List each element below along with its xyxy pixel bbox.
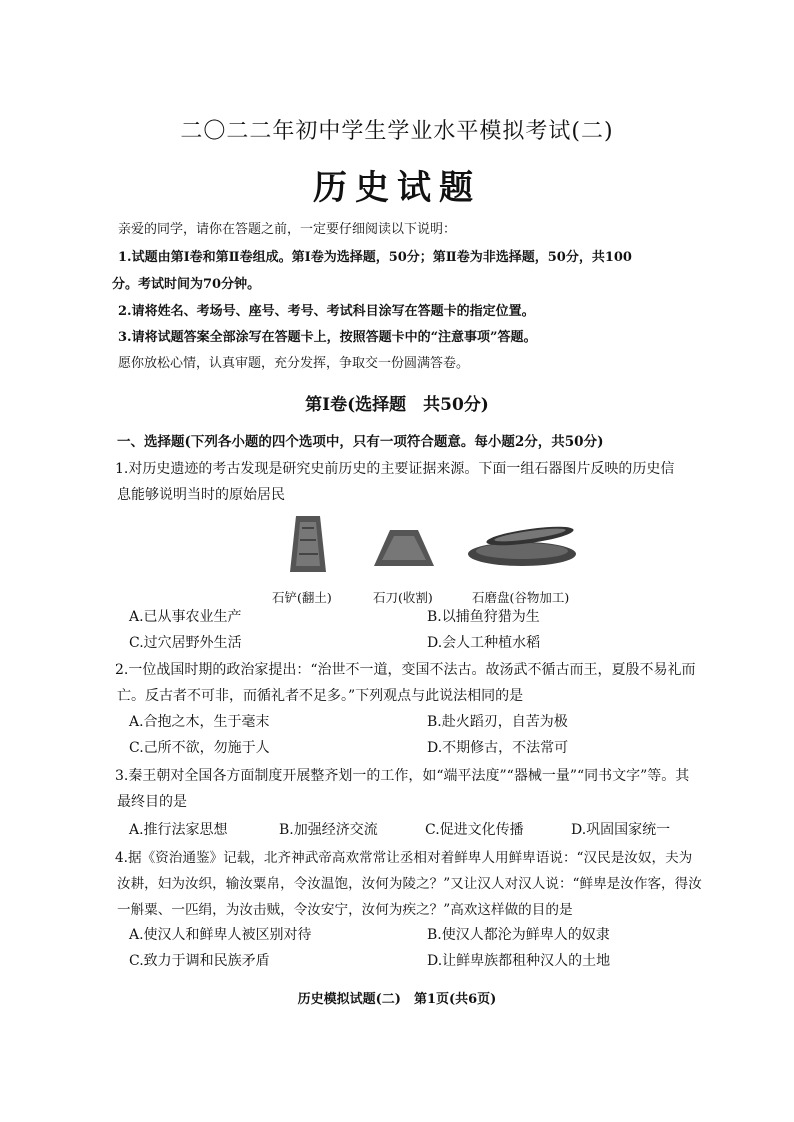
question-stem-line: 最终目的是 bbox=[117, 794, 187, 810]
section-instructions: 一、选择题(下列各小题的四个选项中，只有一项符合题意。每小题2分，共50分) bbox=[117, 434, 604, 450]
option-a: A.合抱之木，生于毫末 bbox=[129, 714, 270, 730]
question-stem-line: 3.秦王朝对全国各方面制度开展整齐划一的工作，如“端平法度”“器械一量”“同书文字”等。其 bbox=[115, 768, 690, 784]
stone-spade-image bbox=[288, 514, 328, 576]
option-c: C.己所不欲，勿施于人 bbox=[129, 740, 270, 756]
option-a: A.已从事农业生产 bbox=[129, 609, 242, 625]
option-b: B.赴火蹈刃，自苦为极 bbox=[427, 714, 568, 730]
grinding-stone-image bbox=[466, 524, 582, 570]
figure-caption: 石刀(收割) bbox=[373, 590, 433, 605]
option-a: A.使汉人和鲜卑人被区别对待 bbox=[129, 927, 312, 943]
option-d: D.让鲜卑族都租种汉人的土地 bbox=[427, 953, 611, 969]
intro-greeting: 亲爱的同学，请你在答题之前，一定要仔细阅读以下说明： bbox=[118, 222, 457, 237]
figure-caption: 石磨盘(谷物加工) bbox=[472, 590, 570, 605]
option-b: B.加强经济交流 bbox=[279, 822, 378, 838]
option-c: C.过穴居野外生活 bbox=[129, 635, 242, 651]
option-c: C.促进文化传播 bbox=[425, 822, 524, 838]
question-stem-line: 1.对历史遗迹的考古发现是研究史前历史的主要证据来源。下面一组石器图片反映的历史信 bbox=[115, 461, 675, 477]
section-title: 第Ⅰ卷(选择题 共50分) bbox=[305, 395, 489, 415]
option-d: D.不期修古，不法常可 bbox=[427, 740, 569, 756]
option-a: A.推行法家思想 bbox=[129, 822, 228, 838]
intro-note-1b: 分。考试时间为70分钟。 bbox=[112, 277, 261, 292]
intro-closing: 愿你放松心情，认真审题，充分发挥，争取交一份圆满答卷。 bbox=[118, 356, 470, 371]
question-stem-line: 汝耕，妇为汝织，输汝粟帛，令汝温饱，汝何为陵之？”又让汉人对汉人说：“鲜卑是汝作客，得汝 bbox=[117, 876, 702, 892]
question-stem-line: 息能够说明当时的原始居民 bbox=[117, 487, 285, 503]
page-footer: 历史模拟试题(二) 第1页(共6页) bbox=[297, 992, 497, 1007]
option-b: B.使汉人都沦为鲜卑人的奴隶 bbox=[427, 927, 610, 943]
question-stem-line: 4.据《资治通鉴》记载，北齐神武帝高欢常常让丞相对着鲜卑人用鲜卑语说：“汉民是汝奴，夫为 bbox=[115, 850, 693, 866]
question-stem-line: 2.一位战国时期的政治家提出：“治世不一道，变国不法古。故汤武不循古而王，夏殷不易礼而 bbox=[115, 662, 696, 678]
question-stem-line: 一斛粟、一匹绢，为汝击贼，令汝安宁，汝何为疾之？”高欢这样做的目的是 bbox=[117, 902, 573, 918]
stone-tools-figure bbox=[270, 512, 630, 604]
intro-note-3: 3.请将试题答案全部涂写在答题卡上，按照答题卡中的“注意事项”答题。 bbox=[118, 330, 537, 345]
option-b: B.以捕鱼狩猎为生 bbox=[427, 609, 540, 625]
option-c: C.致力于调和民族矛盾 bbox=[129, 953, 270, 969]
option-d: D.巩固国家统一 bbox=[571, 822, 671, 838]
subject-title: 历史试题 bbox=[313, 168, 481, 208]
intro-note-2: 2.请将姓名、考场号、座号、考号、考试科目涂写在答题卡的指定位置。 bbox=[118, 304, 535, 319]
option-d: D.会人工种植水稻 bbox=[427, 635, 541, 651]
intro-note-1a: 1.试题由第Ⅰ卷和第Ⅱ卷组成。第Ⅰ卷为选择题，50分；第Ⅱ卷为非选择题，50分，共100 bbox=[118, 250, 632, 265]
exam-title: 二〇二二年初中学生学业水平模拟考试(二) bbox=[180, 119, 614, 144]
figure-caption: 石铲(翻土) bbox=[272, 590, 332, 605]
stone-knife-image bbox=[372, 526, 436, 568]
question-stem-line: 亡。反古者不可非，而循礼者不足多。”下列观点与此说法相同的是 bbox=[117, 688, 524, 704]
